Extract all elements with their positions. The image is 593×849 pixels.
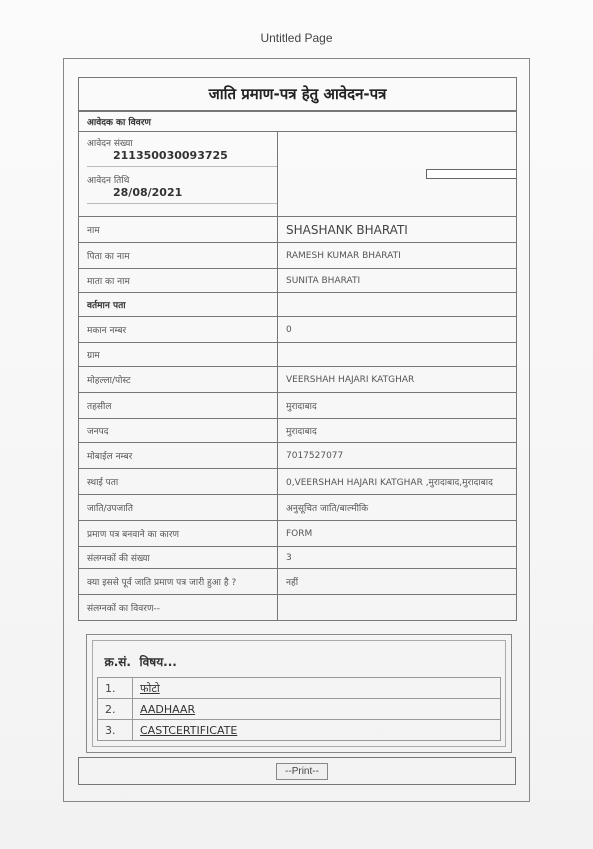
application-date-label: आवेदन तिथि: [87, 176, 130, 186]
form-row: [79, 243, 517, 269]
form-row-label: प्रमाण पत्र बनवाने का कारण: [79, 521, 278, 547]
application-form-table: [78, 77, 517, 621]
form-row: [79, 393, 517, 419]
form-row-label: मोहल्ला/पोस्ट: [79, 367, 278, 393]
attachment-row: [98, 699, 501, 720]
form-title: जाति प्रमाण-पत्र हेतु आवेदन-पत्र: [79, 78, 517, 111]
attachment-sno: 3.: [98, 720, 133, 741]
attachment-link[interactable]: AADHAAR: [140, 702, 196, 716]
form-row: [79, 217, 517, 243]
attachment-row: [98, 678, 501, 699]
form-row: [79, 419, 517, 443]
attachments-col-subject: विषय...: [139, 654, 177, 669]
form-row-label: वर्तमान पता: [79, 293, 278, 317]
application-info-cell: [79, 132, 278, 217]
photo-cell: [278, 132, 517, 217]
attachments-col-sno: क्र.सं.: [104, 654, 131, 669]
form-row-value: RAMESH KUMAR BHARATI: [278, 243, 517, 269]
form-row: [79, 317, 517, 343]
form-row-value: [278, 293, 517, 317]
form-row: [79, 569, 517, 595]
form-row: [79, 495, 517, 521]
form-row-label: जाति/उपजाति: [79, 495, 278, 521]
form-row-label: स्थाई पता: [79, 469, 278, 495]
attachments-header-row: [98, 645, 501, 678]
form-row-label: पिता का नाम: [79, 243, 278, 269]
application-date: 28/08/2021: [113, 186, 183, 199]
form-row-value: 0: [278, 317, 517, 343]
attachment-sno: 2.: [98, 699, 133, 720]
form-row-value: VEERSHAH HAJARI KATGHAR: [278, 367, 517, 393]
form-row-value: अनुसूचित जाति/बाल्मीकि: [278, 495, 517, 521]
form-row-value: 0,VEERSHAH HAJARI KATGHAR ,मुरादाबाद,मुरादाबाद: [278, 469, 517, 495]
form-row-label: संलग्नकों की संख्या: [79, 547, 278, 569]
attachment-link[interactable]: CASTCERTIFICATE: [140, 723, 238, 737]
form-row-value: नहीं: [278, 569, 517, 595]
attachments-panel: [86, 634, 512, 753]
form-row: [79, 595, 517, 621]
form-row-label: तहसील: [79, 393, 278, 419]
form-row-value: SUNITA BHARATI: [278, 269, 517, 293]
form-row: [79, 343, 517, 367]
attachment-link[interactable]: फोटो: [140, 681, 160, 695]
form-row-label: ग्राम: [79, 343, 278, 367]
form-row: [79, 547, 517, 569]
attachment-row: [98, 720, 501, 741]
form-row: [79, 469, 517, 495]
form-row: [79, 293, 517, 317]
form-row-label: मोबाईल नम्बर: [79, 443, 278, 469]
form-row-value: FORM: [278, 521, 517, 547]
form-row-value: SHASHANK BHARATI: [278, 217, 517, 243]
form-row-value: [278, 595, 517, 621]
form-row-label: संलग्नकों का विवरण--: [79, 595, 278, 621]
attachment-sno: 1.: [98, 678, 133, 699]
form-row: [79, 367, 517, 393]
form-row-value: मुरादाबाद: [278, 393, 517, 419]
form-row-label: क्या इससे पूर्व जाति प्रमाण पत्र जारी हुआ है ?: [79, 569, 278, 595]
form-row-value: मुरादाबाद: [278, 419, 517, 443]
form-row-label: माता का नाम: [79, 269, 278, 293]
form-row: [79, 521, 517, 547]
form-row-value: 3: [278, 547, 517, 569]
form-row-value: [278, 343, 517, 367]
form-row: [79, 269, 517, 293]
print-button[interactable]: --Print--: [276, 763, 328, 780]
form-row-value: 7017527077: [278, 443, 517, 469]
photo-placeholder: [426, 169, 517, 179]
form-row-label: नाम: [79, 217, 278, 243]
applicant-section-heading: आवेदक का विवरण: [79, 111, 517, 132]
page-title: Untitled Page: [260, 31, 333, 45]
application-number: 211350030093725: [113, 149, 228, 162]
form-row: [79, 443, 517, 469]
application-number-label: आवेदन संख्या: [87, 139, 133, 149]
form-row-label: जनपद: [79, 419, 278, 443]
form-row-label: मकान नम्बर: [79, 317, 278, 343]
attachments-table: [97, 645, 501, 741]
